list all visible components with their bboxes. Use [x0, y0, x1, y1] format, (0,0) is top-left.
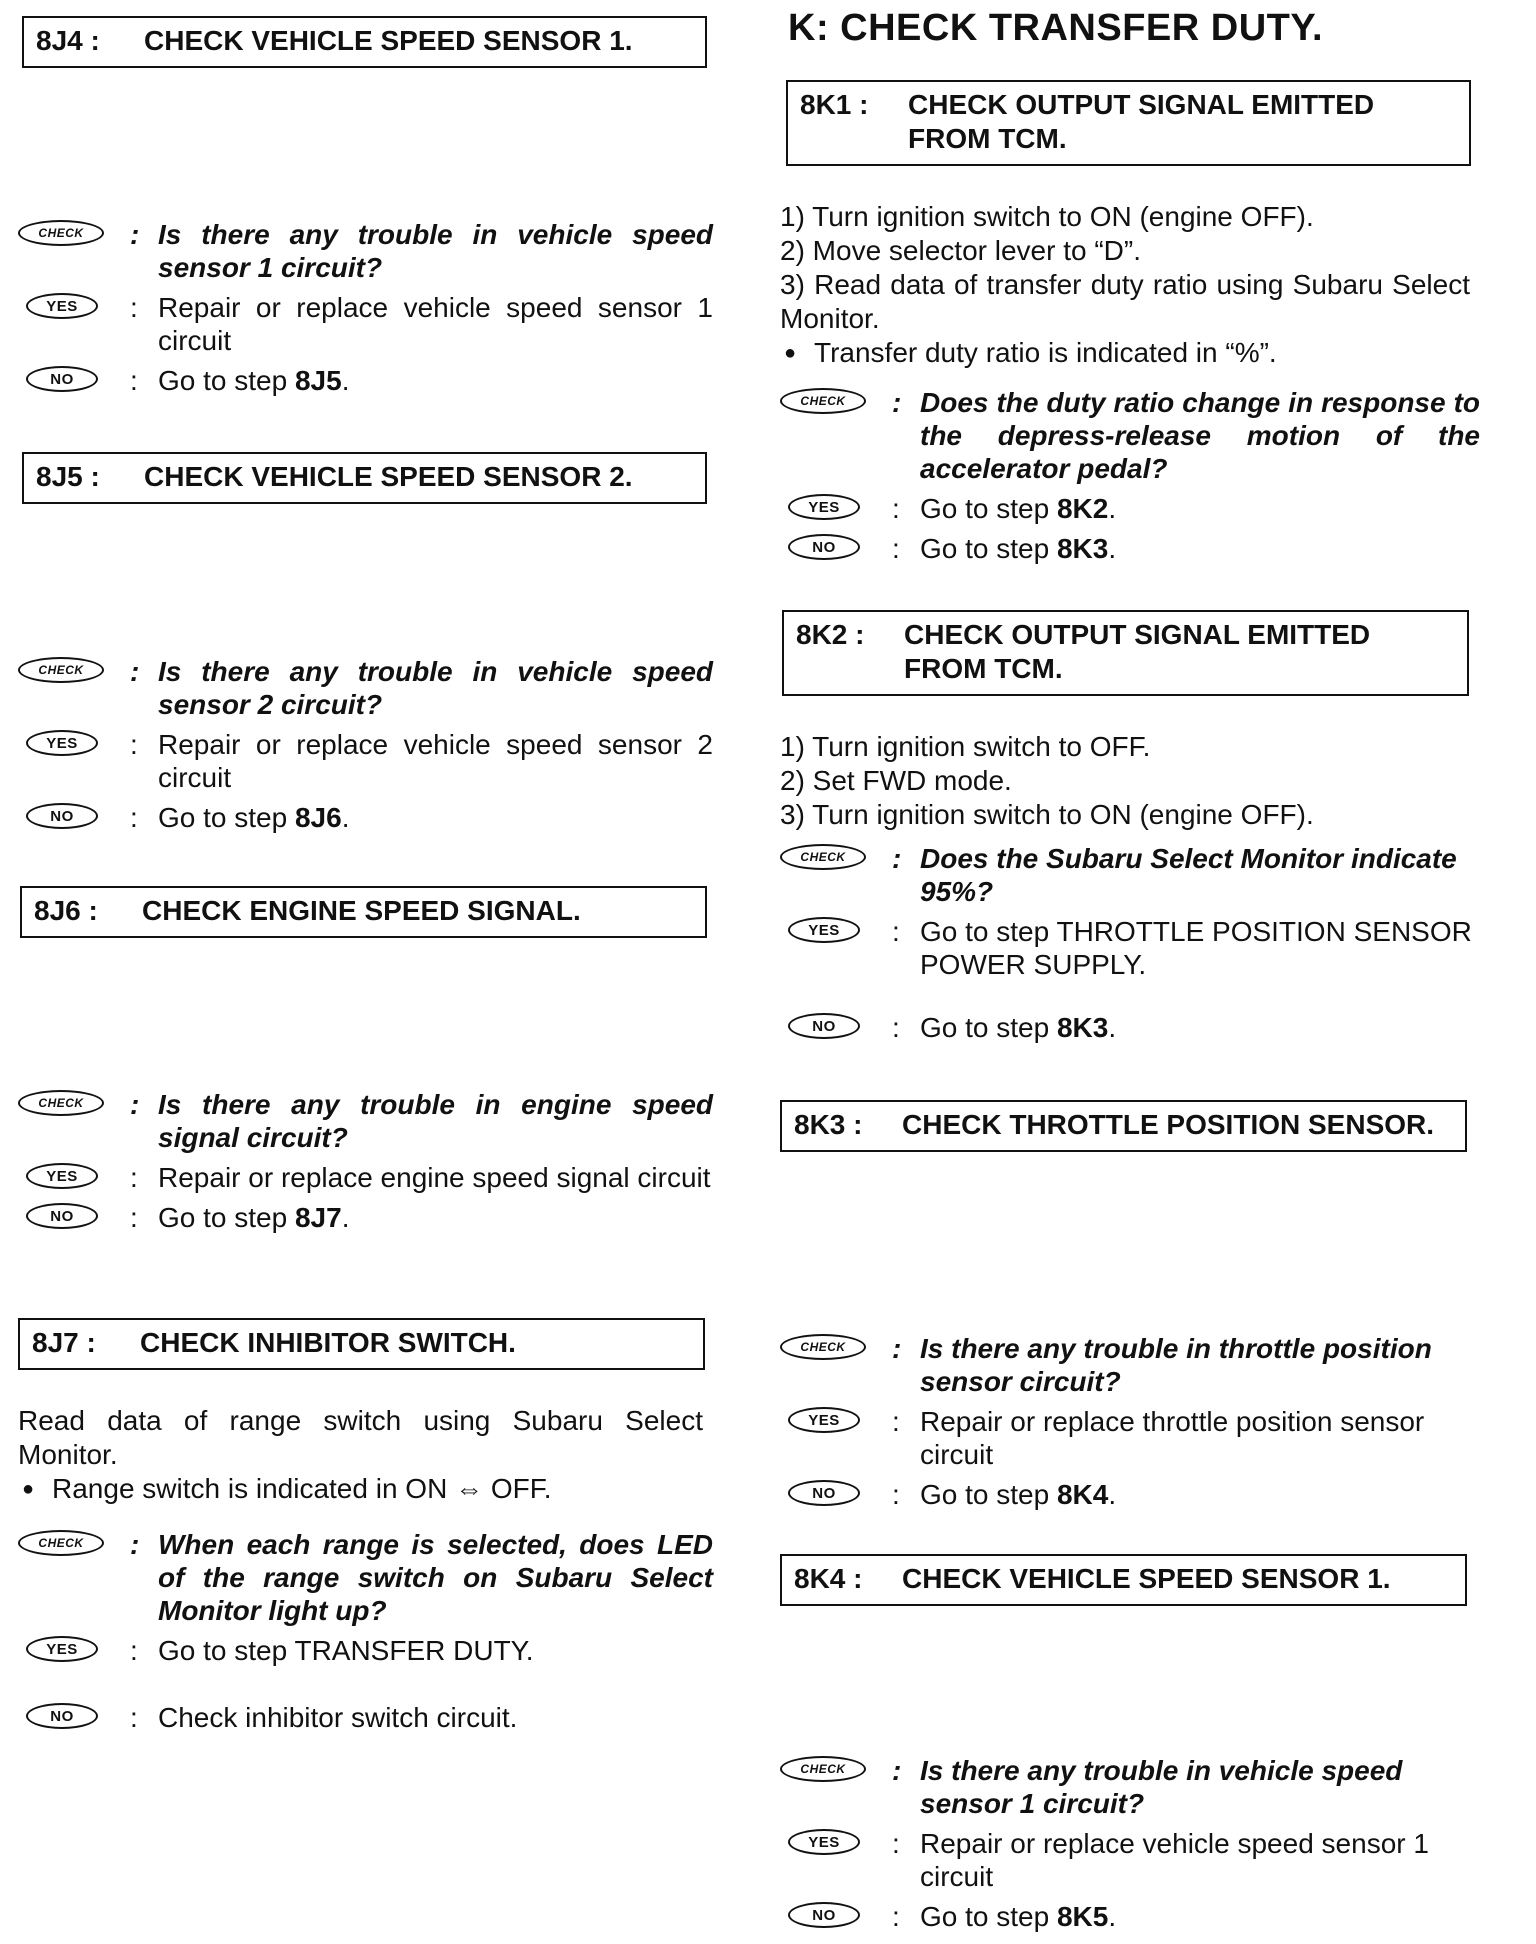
yes-icon: YES	[788, 1829, 860, 1855]
yes-row	[780, 1827, 1480, 1893]
check-icon: CHECK	[18, 1530, 104, 1556]
no-step: 8K4	[1056, 1479, 1109, 1510]
check-row	[780, 386, 1480, 485]
procedure-line: 2) Set FWD mode.	[780, 765, 1012, 796]
step-id: 8K3 :	[794, 1109, 863, 1140]
step-id: 8J6 :	[34, 895, 98, 926]
yes-row	[18, 1161, 713, 1194]
check-row	[18, 655, 713, 721]
check-question: Is there any trouble in throttle position sensor circuit?	[920, 1333, 1432, 1397]
no-row	[780, 1900, 1480, 1933]
qa-block-8J5	[18, 655, 713, 841]
no-row	[18, 1201, 713, 1234]
no-step: 8K5	[1056, 1901, 1109, 1932]
step-title: CHECK VEHICLE SPEED SENSOR 2.	[144, 461, 633, 492]
check-icon: CHECK	[18, 220, 104, 246]
colon: :	[130, 1702, 138, 1733]
no-step: 8J7	[294, 1202, 342, 1233]
no-icon: NO	[788, 534, 860, 560]
no-suffix: .	[341, 1202, 350, 1233]
yes-answer: Repair or replace vehicle speed sensor 1 circuit	[158, 292, 713, 356]
colon: :	[892, 493, 900, 524]
step-box-8J4	[22, 16, 707, 68]
step-box-8J5	[22, 452, 707, 504]
procedure-line: 1) Turn ignition switch to ON (engine OFF).	[780, 201, 1314, 232]
procedure-8K2	[780, 730, 1470, 832]
colon: :	[892, 1828, 900, 1859]
step-title: CHECK ENGINE SPEED SIGNAL.	[142, 895, 581, 926]
no-icon: NO	[26, 803, 98, 829]
yes-row	[780, 1405, 1480, 1471]
bullet-item: ● Range switch is indicated in ON ⇔ OFF.	[18, 1472, 703, 1506]
no-icon: NO	[788, 1902, 860, 1928]
colon: :	[130, 1089, 140, 1120]
no-row	[18, 364, 713, 397]
step-id: 8K2 :	[796, 619, 865, 650]
colon: :	[892, 533, 900, 564]
step-title: CHECK OUTPUT SIGNAL EMITTED FROM TCM.	[904, 619, 1371, 684]
yes-answer: Go to step THROTTLE POSITION SENSOR POWER SUPPLY.	[920, 916, 1472, 980]
step-id: 8J5 :	[36, 461, 100, 492]
section-title: K: CHECK TRANSFER DUTY.	[788, 7, 1324, 49]
qa-block-8K3	[780, 1332, 1480, 1518]
no-prefix: Go to step	[920, 1479, 1050, 1510]
procedure-line: 1) Turn ignition switch to OFF.	[780, 731, 1151, 762]
paragraph-text: Read data of range switch using Subaru Select Monitor.	[18, 1405, 703, 1470]
step-title: CHECK THROTTLE POSITION SENSOR.	[902, 1109, 1435, 1140]
check-icon: CHECK	[18, 657, 104, 683]
colon: :	[130, 656, 140, 687]
check-icon: CHECK	[18, 1090, 104, 1116]
check-icon: CHECK	[780, 388, 866, 414]
step-id: 8J7 :	[32, 1327, 96, 1358]
step-title: CHECK VEHICLE SPEED SENSOR 1.	[902, 1563, 1391, 1594]
qa-block-8K4	[780, 1754, 1480, 1940]
colon: :	[130, 802, 138, 833]
no-row	[780, 1011, 1480, 1044]
step-id: 8K4 :	[794, 1563, 863, 1594]
no-row	[18, 1701, 713, 1734]
no-answer: Check inhibitor switch circuit.	[158, 1702, 518, 1733]
colon: :	[892, 1333, 902, 1364]
no-icon: NO	[788, 1013, 860, 1039]
step-box-8J6	[20, 886, 707, 938]
check-row	[18, 218, 713, 284]
colon: :	[130, 1529, 140, 1560]
check-question: Is there any trouble in vehicle speed sensor 1 circuit?	[920, 1755, 1403, 1819]
no-icon: NO	[26, 1203, 98, 1229]
colon: :	[130, 729, 138, 760]
check-icon: CHECK	[780, 1756, 866, 1782]
colon: :	[130, 365, 138, 396]
no-step: 8J5	[294, 365, 342, 396]
check-question: Is there any trouble in vehicle speed sensor 1 circuit?	[158, 219, 713, 283]
yes-icon: YES	[788, 1407, 860, 1433]
colon: :	[892, 1755, 902, 1786]
yes-icon: YES	[26, 293, 98, 319]
step-box-8K4	[780, 1554, 1467, 1606]
check-question: Is there any trouble in engine speed signal circuit?	[158, 1089, 713, 1153]
colon: :	[892, 1479, 900, 1510]
check-row	[18, 1088, 713, 1154]
no-icon: NO	[788, 1480, 860, 1506]
bullet-item: ● Transfer duty ratio is indicated in “%”.	[780, 336, 1470, 370]
colon: :	[130, 1202, 138, 1233]
no-step: 8K3	[1056, 533, 1109, 564]
step-id: 8J4 :	[36, 25, 100, 56]
qa-block-8J6	[18, 1088, 713, 1241]
check-question: Is there any trouble in vehicle speed sensor 2 circuit?	[158, 656, 713, 720]
no-prefix: Go to step	[158, 1202, 288, 1233]
no-suffix: .	[1108, 1012, 1117, 1043]
no-row	[780, 1478, 1480, 1511]
procedure-line: 2) Move selector lever to “D”.	[780, 235, 1141, 266]
colon: :	[892, 387, 902, 418]
procedure-8K1	[780, 200, 1470, 370]
no-step: 8K3	[1056, 1012, 1109, 1043]
yes-answer: Repair or replace vehicle speed sensor 2 circuit	[158, 729, 713, 793]
check-row	[18, 1528, 713, 1627]
yes-answer: Go to step TRANSFER DUTY.	[158, 1635, 534, 1666]
colon: :	[892, 1012, 900, 1043]
colon: :	[892, 843, 902, 874]
procedure-line: 3) Turn ignition switch to ON (engine OFF).	[780, 799, 1314, 830]
no-row	[780, 532, 1480, 565]
no-icon: NO	[26, 366, 98, 392]
check-question: When each range is selected, does LED of the range switch on Subaru Select Monitor light up?	[158, 1529, 713, 1626]
qa-block-8J7	[18, 1528, 713, 1741]
colon: :	[130, 219, 140, 250]
yes-icon: YES	[26, 730, 98, 756]
yes-row	[18, 291, 713, 357]
step-title: CHECK VEHICLE SPEED SENSOR 1.	[144, 25, 633, 56]
yes-icon: YES	[26, 1163, 98, 1189]
no-suffix: .	[1108, 1479, 1117, 1510]
check-question: Does the duty ratio change in response to the depress-release motion of the accelerator pedal?	[920, 387, 1480, 484]
yes-answer: Repair or replace throttle position sensor circuit	[920, 1406, 1425, 1470]
no-prefix: Go to step	[158, 802, 288, 833]
no-suffix: .	[341, 365, 350, 396]
step-box-8K2	[782, 610, 1469, 696]
yes-suffix: .	[1108, 493, 1117, 524]
check-row	[780, 1332, 1480, 1398]
no-suffix: .	[1108, 533, 1117, 564]
no-prefix: Go to step	[158, 365, 288, 396]
yes-step: 8K2	[1056, 493, 1109, 524]
no-prefix: Go to step	[920, 1012, 1050, 1043]
colon: :	[892, 916, 900, 947]
colon: :	[130, 1162, 138, 1193]
colon: :	[892, 1406, 900, 1437]
yes-row	[780, 915, 1480, 981]
qa-block-8J4	[18, 218, 713, 404]
step-box-8J7	[18, 1318, 705, 1370]
yes-prefix: Go to step	[920, 493, 1050, 524]
yes-icon: YES	[26, 1636, 98, 1662]
step-title: CHECK OUTPUT SIGNAL EMITTED FROM TCM.	[908, 89, 1375, 154]
colon: :	[130, 292, 138, 323]
no-icon: NO	[26, 1703, 98, 1729]
check-icon: CHECK	[780, 844, 866, 870]
yes-row	[18, 1634, 713, 1667]
procedure-line: 3) Read data of transfer duty ratio using Subaru Select Monitor.	[780, 269, 1470, 334]
no-prefix: Go to step	[920, 533, 1050, 564]
yes-answer: Repair or replace vehicle speed sensor 1 circuit	[920, 1828, 1429, 1892]
step-id: 8K1 :	[800, 89, 869, 120]
colon: :	[130, 1635, 138, 1666]
no-step: 8J6	[294, 802, 342, 833]
no-prefix: Go to step	[920, 1901, 1050, 1932]
step-box-8K3	[780, 1100, 1467, 1152]
qa-block-8K1	[780, 386, 1480, 572]
step-title: CHECK INHIBITOR SWITCH.	[140, 1327, 516, 1358]
yes-row	[18, 728, 713, 794]
yes-row	[780, 492, 1480, 525]
yes-icon: YES	[788, 494, 860, 520]
no-row	[18, 801, 713, 834]
no-suffix: .	[1108, 1901, 1117, 1932]
check-row	[780, 842, 1480, 908]
check-question: Does the Subaru Select Monitor indicate 95%?	[920, 843, 1457, 907]
yes-answer: Repair or replace engine speed signal circuit	[158, 1162, 711, 1193]
qa-block-8K2	[780, 842, 1480, 1051]
check-row	[780, 1754, 1480, 1820]
yes-icon: YES	[788, 917, 860, 943]
no-suffix: .	[341, 802, 350, 833]
colon: :	[892, 1901, 900, 1932]
step-box-8K1	[786, 80, 1471, 166]
paragraph-8J7	[18, 1404, 703, 1506]
check-icon: CHECK	[780, 1334, 866, 1360]
